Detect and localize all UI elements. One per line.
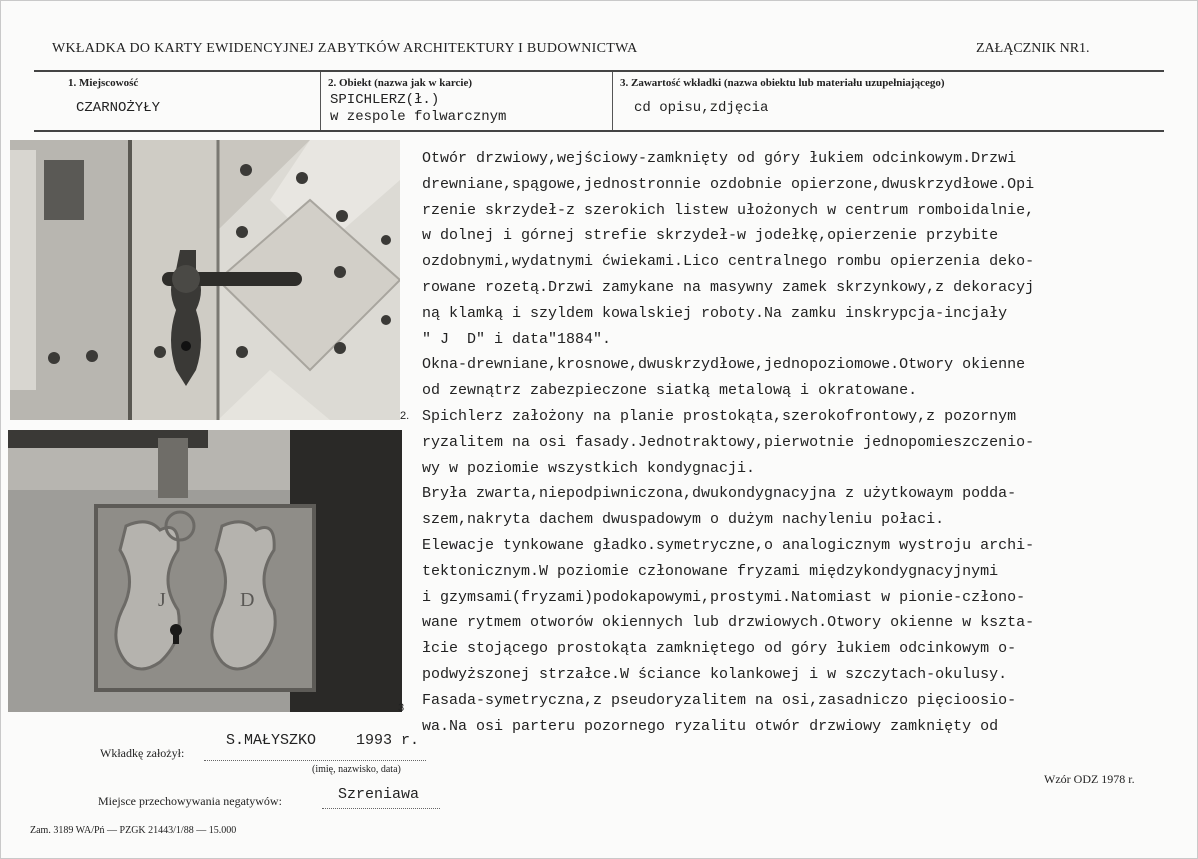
description-line: wy w poziomie wszystkich kondygnacji. (422, 459, 756, 477)
description-line: w dolnej i górnej strefie skrzydeł-w jodełkę,opierzenie przybite (422, 227, 999, 245)
description-line: ozdobnymi,wydatnymi ćwiekami.Lico centralnego rombu opierzenia deko- (422, 253, 1035, 271)
description-line: " J D" i data"1884". (422, 330, 612, 348)
description-line: wane rytmem otworów okiennych lub drzwiowych.Otwory okienne w kszta- (422, 614, 1035, 632)
author-label: Wkładkę założył: (100, 746, 185, 760)
author-name: S.MAŁYSZKO (226, 732, 317, 749)
locality-label: 1. Miejscowość (68, 77, 139, 89)
author-year: 1993 r. (356, 732, 420, 749)
description-line: szem,nakryta dachem dwuspadowym o dużym nachyleniu połaci. (422, 511, 945, 529)
author-dotted-line (204, 760, 426, 761)
field-locality (34, 72, 321, 130)
locality-value: CZARNOŻYŁY (76, 100, 161, 116)
description-line: ryzalitem na osi fasady.Jednotraktowy,pierwotnie jednopomieszczenio- (422, 433, 1035, 451)
lock-engraved-letter-d: D (240, 589, 255, 611)
description-line: Elewacje tynkowane gładko.symetryczne,o analogicznym wystroju archi- (422, 536, 1035, 554)
description-line: wa.Na osi parteru pozornego ryzalitu otwór drzwiowy zamknięty od (422, 717, 999, 735)
author-caption: (imię, nazwisko, data) (312, 764, 401, 775)
description-line: drewniane,spągowe,jednostronnie ozdobnie opierzone,dwuskrzydłowe.Opi (422, 175, 1035, 193)
description-line: Okna-drewniane,krosnowe,dwuskrzydłowe,jednopoziomowe.Otwory okienne (422, 356, 1026, 374)
negative-storage-value: Szreniawa (338, 786, 420, 803)
description-line: i gzymsami(fryzami)podokapowymi,prostymi.Natomiast w pionie-człono- (422, 588, 1026, 606)
print-imprint: Zam. 3189 WA/Pń — PZGK 21443/1/88 — 15.000 (30, 825, 237, 836)
lock-engraved-letter-j: J (158, 589, 166, 611)
contents-label: 3. Zawartość wkładki (nazwa obiektu lub materiału uzupełniającego) (620, 77, 945, 89)
description-line: Bryła zwarta,niepodpiwniczona,dwukondygnacyjna z użytkowaym podda- (422, 485, 1017, 503)
description-line: tektonicznym.W poziomie członowane fryzami międzykondygnacyjnymi (422, 562, 999, 580)
form-model: Wzór ODZ 1978 r. (1044, 772, 1135, 786)
annex-label: ZAŁĄCZNIK NR1. (976, 41, 1090, 56)
description-line: rowane rozetą.Drzwi zamykane na masywny zamek skrzynkowy,z dekoracyj (422, 278, 1035, 296)
description-line: łcie stojącego prostokąta zamkniętego od góry łukiem odcinkowym o- (422, 640, 1017, 658)
negative-storage-label: Miejsce przechowywania negatywów: (98, 794, 282, 808)
description-line: Spichlerz założony na planie prostokąta,szerokofrontowy,z pozornym (422, 407, 1017, 425)
description-line: Otwór drzwiowy,wejściowy-zamknięty od góry łukiem odcinkowym.Drzwi (422, 150, 1017, 167)
header-rule-bottom (34, 130, 1164, 132)
contents-value: cd opisu,zdjęcia (634, 100, 769, 116)
description-line: ną klamką i szyldem kowalskiej roboty.Na zamku inskrypcja-incjały (422, 304, 1008, 322)
description-line: rzenie skrzydeł-z szerokich listew ułożonych w centrum romboidalnie, (422, 201, 1035, 219)
lock-plate-photo (8, 430, 405, 714)
description-line: od zewnątrz zabezpieczone siatką metalową i okratowane. (422, 382, 918, 400)
photo-number-2: 2. (400, 410, 410, 422)
object-value-line2: w zespole folwarcznym (330, 109, 507, 125)
object-value-line1: SPICHLERZ(ł.) (330, 92, 440, 108)
form-title: WKŁADKA DO KARTY EWIDENCYJNEJ ZABYTKÓW ARCHITEKTURY I BUDOWNICTWA (52, 41, 638, 56)
storage-dotted-line (322, 808, 440, 809)
field-contents (612, 72, 1164, 130)
photo-number-3: 3 (398, 702, 405, 714)
description-text (422, 146, 1182, 739)
door-handle-photo (10, 140, 400, 420)
object-label: 2. Obiekt (nazwa jak w karcie) (328, 77, 473, 89)
field-object (320, 72, 613, 130)
description-line: podwyższonej strzałce.W ściance kolankowej i w szczytach-okulusy. (422, 665, 1008, 683)
description-line: Fasada-symetryczna,z pseudoryzalitem na osi,zasadniczo pięcioosio- (422, 691, 1017, 709)
